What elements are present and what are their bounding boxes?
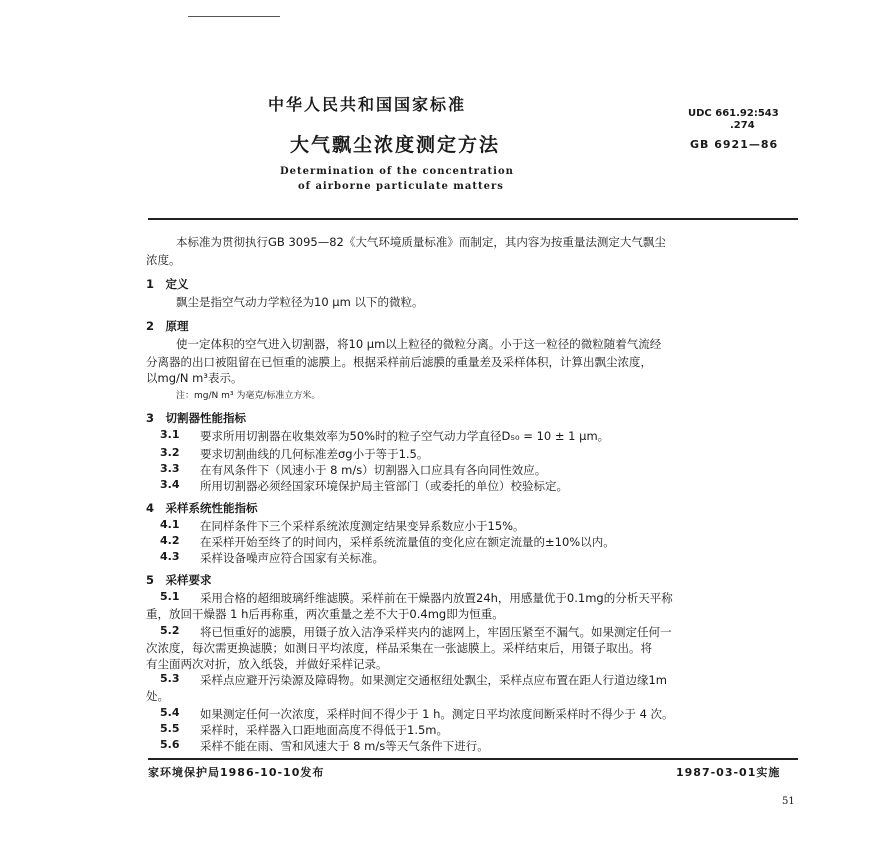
section-2-line2: 分离器的出口被阻留在已恒重的滤膜上。根据采样前后滤膜的重量差及采样体积，计算出飘尘浓度， bbox=[146, 355, 652, 369]
item-3-2-text: 要求切割曲线的几何标准差σg小于等于1.5。 bbox=[200, 447, 429, 461]
item-5-6-number: 5.6 bbox=[160, 738, 180, 751]
item-3-2-number: 3.2 bbox=[160, 446, 180, 459]
item-3-4-text: 所用切割器必须经国家环境保护局主管部门（或委托的单位）校验标定。 bbox=[200, 479, 568, 493]
section-3-heading: 3 切割器性能指标 bbox=[146, 411, 247, 425]
item-5-1-line1: 采用合格的超细玻璃纤维滤膜。采样前在干燥器内放置24h，用感量优于0.1mg的分析天平称 bbox=[200, 591, 673, 605]
english-title-line1: Determination of the concentration bbox=[280, 166, 514, 177]
item-5-2-line3: 有尘面两次对折，放入纸袋，并做好采样记录。 bbox=[146, 657, 388, 671]
udc-code-suffix: .274 bbox=[730, 120, 755, 131]
section-2-line3: 以mg/N m³表示。 bbox=[146, 371, 243, 385]
section-2-line1: 使一定体积的空气进入切割器，将10 μm以上粒径的微粒分离。小于这一粒径的微粒随着气流经 bbox=[176, 337, 662, 351]
english-title-line2: of airborne particulate matters bbox=[298, 181, 504, 192]
item-5-6-text: 采样不能在雨、雪和风速大于 8 m/s等天气条件下进行。 bbox=[200, 739, 489, 753]
item-5-5-text: 采样时，采样器入口距地面高度不得低于1.5m。 bbox=[200, 723, 448, 737]
section-2-heading: 2 原理 bbox=[146, 319, 189, 333]
item-5-1-line2: 重，放回干燥器 1 h后再称重，两次重量之差不大于0.4mg即为恒重。 bbox=[146, 607, 504, 621]
item-4-3-number: 4.3 bbox=[160, 550, 180, 563]
item-4-2-text: 在采样开始至终了的时间内，采样系统流量值的变化应在额定流量的±10%以内。 bbox=[200, 535, 615, 549]
item-4-1-number: 4.1 bbox=[160, 518, 180, 531]
item-3-4-number: 3.4 bbox=[160, 478, 180, 491]
item-5-2-line2: 次浓度，每次需更换滤膜；如测日平均浓度，样品采集在一张滤膜上。采样结束后，用镊子取出。将 bbox=[146, 641, 652, 655]
item-3-1-text: 要求所用切割器在收集效率为50%时的粒子空气动力学直径D₅₀ = 10 ± 1 μm。 bbox=[200, 429, 610, 443]
item-3-1-number: 3.1 bbox=[160, 428, 180, 441]
item-5-3-line1: 采样点应避开污染源及障碍物。如果测定交通枢纽处飘尘，采样点应布置在距人行道边缘1m bbox=[200, 673, 668, 687]
item-4-3-text: 采样设备噪声应符合国家有关标准。 bbox=[200, 551, 384, 565]
national-standard-heading: 中华人民共和国国家标准 bbox=[268, 95, 467, 114]
section-1-heading: 1 定义 bbox=[146, 277, 189, 291]
page-number: 51 bbox=[782, 796, 795, 807]
footer-divider bbox=[148, 758, 798, 760]
section-5-heading: 5 采样要求 bbox=[146, 573, 212, 587]
item-5-4-text: 如果测定任何一次浓度，采样时间不得少于 1 h。测定日平均浓度间断采样时不得少于 4 次。 bbox=[200, 707, 674, 721]
item-5-5-number: 5.5 bbox=[160, 722, 180, 735]
intro-line2: 浓度。 bbox=[146, 253, 181, 267]
document-title: 大气飘尘浓度测定方法 bbox=[290, 134, 501, 156]
udc-code: UDC 661.92:543 bbox=[688, 108, 779, 119]
item-3-3-number: 3.3 bbox=[160, 462, 180, 475]
section-2-note: 注：mg/N m³ 为毫克/标准立方米。 bbox=[176, 391, 321, 401]
item-5-3-number: 5.3 bbox=[160, 672, 180, 685]
effective-date: 1987-03-01实施 bbox=[676, 766, 781, 779]
intro-line1: 本标准为贯彻执行GB 3095—82《大气环境质量标准》而制定，其内容为按重量法测定大气飘尘 bbox=[176, 235, 666, 249]
item-4-1-text: 在同样条件下三个采样系统浓度测定结果变异系数应小于15%。 bbox=[200, 519, 525, 533]
top-decorative-line bbox=[188, 16, 280, 17]
item-4-2-number: 4.2 bbox=[160, 534, 180, 547]
header-divider bbox=[148, 218, 798, 220]
section-1-body: 飘尘是指空气动力学粒径为10 μm 以下的微粒。 bbox=[176, 295, 424, 309]
item-5-3-line2: 处。 bbox=[146, 689, 169, 703]
item-5-1-number: 5.1 bbox=[160, 590, 180, 603]
gb-code: GB 6921—86 bbox=[690, 138, 779, 151]
issued-by-date: 家环境保护局1986-10-10发布 bbox=[148, 766, 325, 779]
item-5-4-number: 5.4 bbox=[160, 706, 180, 719]
item-5-2-line1: 将已恒重好的滤膜，用镊子放入洁净采样夹内的滤网上，牢固压紧至不漏气。如果测定任何一 bbox=[200, 625, 672, 639]
item-5-2-number: 5.2 bbox=[160, 624, 180, 637]
section-4-heading: 4 采样系统性能指标 bbox=[146, 501, 258, 515]
item-3-3-text: 在有风条件下（风速小于 8 m/s）切割器入口应具有各向同性效应。 bbox=[200, 463, 547, 477]
